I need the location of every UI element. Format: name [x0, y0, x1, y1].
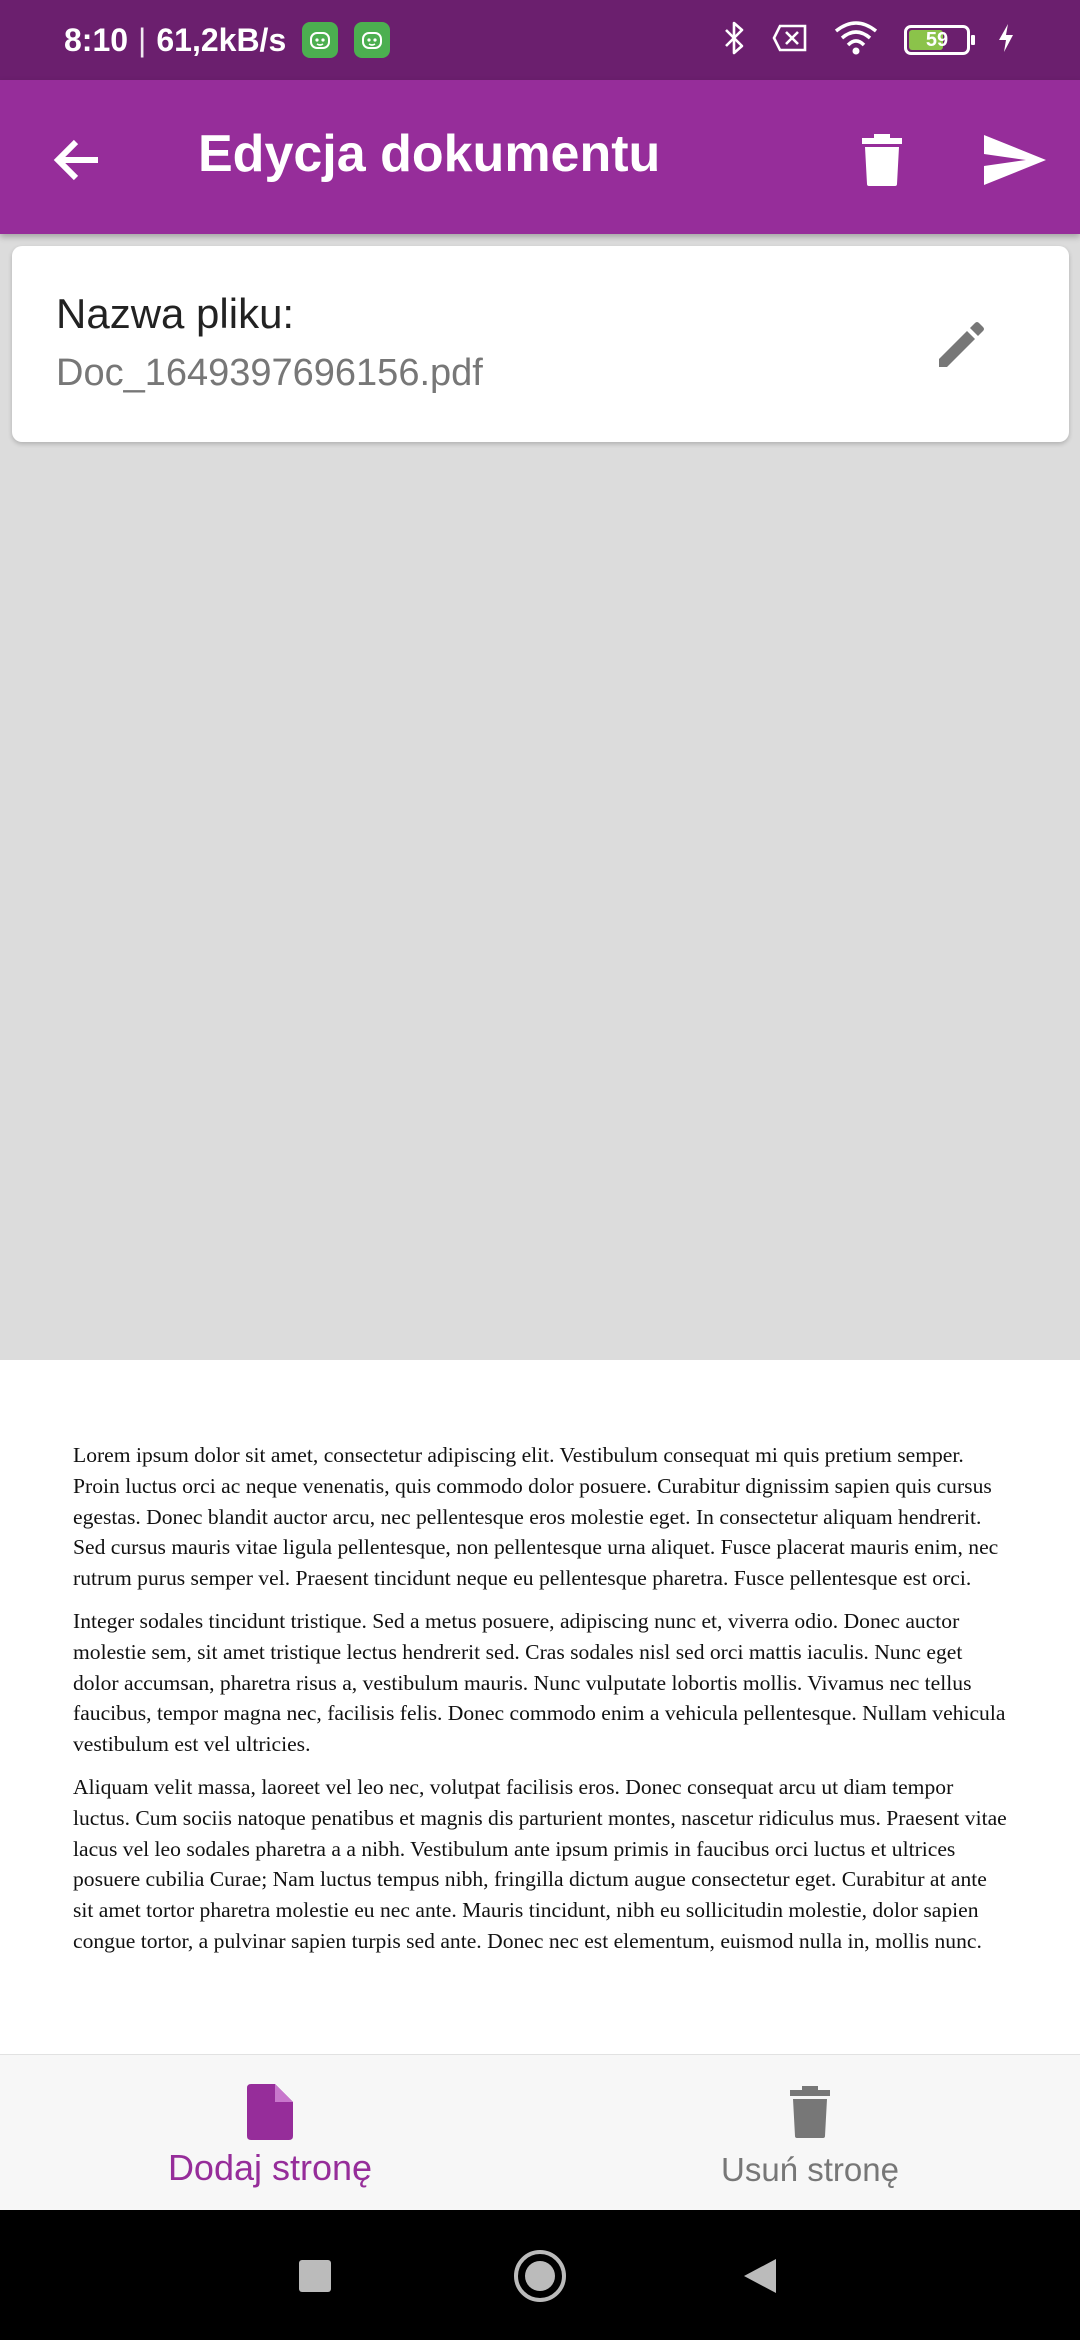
page-title: Edycja dokumentu: [198, 125, 661, 183]
trash-icon: [862, 134, 902, 186]
file-name-card: [12, 246, 1069, 442]
file-icon: [247, 2083, 293, 2141]
sim-off-icon: [772, 23, 808, 58]
status-separator: |: [138, 21, 147, 58]
home-circle-icon: [512, 2248, 568, 2304]
status-bar: [0, 0, 1080, 80]
add-page-label: Dodaj stronę: [167, 2147, 373, 2188]
document-page[interactable]: [0, 1360, 1080, 2056]
send-icon: [984, 135, 1046, 185]
status-time: 8:10: [64, 21, 129, 58]
document-paragraph: Integer sodales tincidunt tristique. Sed a metus posuere, adipiscing nunc et, viverra odio. Donec auctor molestie sem, sit amet tristique lectus hendrerit sed. Cras sodales nisl sed orci mattis iaculis. Nunc eget dolor accumsan, pharetra risus a, vestibulum mauris. Nunc vulputate lobortis mollis. Vivamus nec tellus faucibus, tempor magna nec, facilisis felis. Donec commodo enim a vehicula pellentesque. Nullam vehicula vestibulum est vel ultricies.: [73, 1608, 1006, 1757]
file-name-value: Doc_1649397696156.pdf: [56, 352, 483, 394]
edit-file-name-button[interactable]: [930, 312, 994, 376]
android-app-icon: [302, 22, 338, 58]
status-left: [64, 22, 390, 59]
back-triangle-icon: [742, 2257, 778, 2295]
remove-page-button[interactable]: [540, 2055, 1080, 2211]
document-paragraph: Lorem ipsum dolor sit amet, consectetur adipiscing elit. Vestibulum consequat mi quis pretium semper. Proin luctus orci ac neque venenatis, quis commodo dolor posuere. Curabitur dignissim sapien quis cursus egestas. Donec blandit auctor arcu, nec pellentesque eros molestie eget. In consectetur aliquam hendrerit. Sed cursus mauris vitae ligula pellentesque, non pellentesque urna aliquet. Fusce placerat mauris enim, nec rutrum purus semper vel. Praesent tincidunt neque eu pellentesque pharetra. Fusce pellentesque est orci.: [73, 1443, 999, 1591]
back-button[interactable]: [46, 130, 106, 190]
file-name-label: Nazwa pliku:: [56, 290, 295, 337]
battery-icon: [904, 25, 970, 55]
recents-square-icon: [299, 2260, 331, 2292]
system-nav-bar: [0, 2210, 1080, 2340]
delete-document-button[interactable]: [850, 128, 914, 192]
send-button[interactable]: [980, 128, 1050, 192]
battery-level: 59: [925, 28, 949, 51]
home-button[interactable]: [510, 2246, 570, 2306]
android-app-icon: [354, 22, 390, 58]
wifi-icon: [834, 21, 878, 60]
bluetooth-icon: [722, 20, 746, 61]
document-preview-area[interactable]: [0, 454, 1080, 2054]
network-speed: 61,2kB/s: [156, 21, 287, 58]
charging-icon: [996, 22, 1016, 59]
recents-button[interactable]: [285, 2246, 345, 2306]
add-page-button[interactable]: [0, 2055, 540, 2211]
app-bar: [0, 80, 1080, 234]
pencil-icon: [937, 319, 987, 369]
bottom-nav: [0, 2054, 1080, 2210]
document-paragraph: Aliquam velit massa, laoreet vel leo nec, volutpat facilisis eros. Donec consequat arcu ut diam tempor luctus. Cum sociis natoque penatibus et magnis dis parturient montes, nascetur ridiculus mus. Praesent vitae lacus vel leo sodales pharetra a a nibh. Vestibulum ante ipsum primis in faucibus orci luctus et ultrices posuere cubilia Curae; Nam luctus tempus nibh, fringilla dictum augue consectetur eget. Curabitur at ante sit amet tortor pharetra molestie eu nec ante. Mauris tincidunt, nibh eu sollicitudin molestie, dolor sapien congue tortor, a pulvinar sapien turpis sed ante. Donec nec est elementum, euismod nulla in, mollis nunc.: [73, 1774, 1007, 1953]
status-right: [722, 20, 1016, 61]
arrow-back-icon: [50, 134, 102, 186]
trash-icon: [790, 2083, 830, 2141]
remove-page-label: Usuń stronę: [721, 2151, 899, 2188]
back-nav-button[interactable]: [730, 2246, 790, 2306]
